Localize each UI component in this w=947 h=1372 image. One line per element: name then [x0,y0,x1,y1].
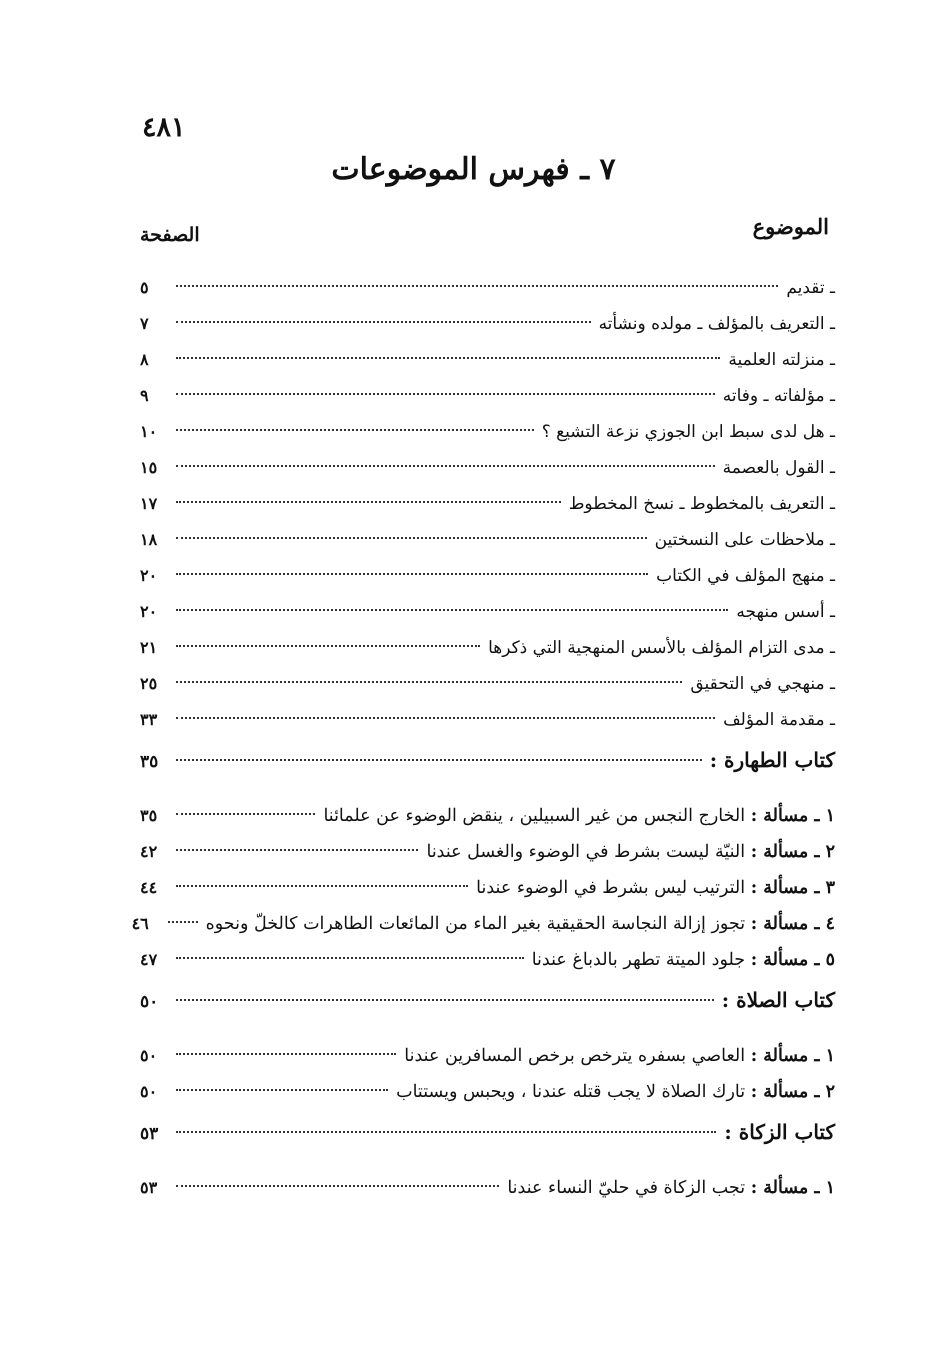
toc-entry [140,1170,835,1206]
section-title: كتاب الزكاة : [724,1120,835,1144]
entry-page: ٢٠ [140,602,158,621]
entry-text: تجوز إزالة النجاسة الحقيقية بغير الماء من المائعات الطاهرات كالخلّ ونحوه [205,914,746,934]
entry-page: ٥٣ [140,1178,158,1197]
section-page: ٣٥ [140,752,159,772]
section-heading [140,982,835,1020]
dot-leader [176,321,591,323]
entry-text: تارك الصلاة لا يجب قتله عندنا ، ويحبس ويستتاب [396,1082,746,1102]
issue-number: ٤ ـ مسألة : [750,914,835,934]
dot-leader [176,393,715,395]
entry-text: ـ مدى التزام المؤلف بالأسس المنهجية التي ذكرها [488,638,835,658]
issue-number: ٢ ـ مسألة : [750,1082,835,1102]
entry-text: العاصي بسفره يترخص برخص المسافرين عندنا [404,1046,746,1066]
topic-column-header: الموضوع [752,214,829,239]
entry-page: ٤٧ [140,950,158,969]
issue-number: ١ ـ مسألة : [750,1046,835,1066]
dot-leader [176,645,480,647]
toc-entry [140,870,835,906]
dot-leader [176,429,534,431]
toc-entry [140,558,835,594]
entry-text: الترتيب ليس بشرط في الوضوء عندنا [476,878,746,898]
entry-text: ـ التعريف بالمؤلف ـ مولده ونشأته [598,314,835,334]
entry-text: ـ هل لدى سبط ابن الجوزي نزعة التشيع ؟ [541,422,835,442]
toc-entry [140,594,835,630]
page-column-header: الصفحة [140,224,200,246]
entry-page: ٨ [140,350,149,369]
entry-text: النيّة ليست بشرط في الوضوء والغسل عندنا [426,842,746,862]
dot-leader [176,849,418,851]
entry-page: ١٨ [140,530,158,549]
section-title: كتاب الصلاة : [721,988,835,1012]
entry-text: ـ ملاحظات على النسختين [654,530,835,550]
toc-entry [140,630,835,666]
dot-leader [176,999,714,1001]
entry-page: ٢٠ [140,566,158,585]
section-heading [140,742,835,780]
entry-page: ٩ [140,386,149,405]
issue-number: ١ ـ مسألة : [750,806,835,826]
entry-text: ـ تقديم [786,278,835,298]
table-of-contents [131,270,835,1206]
entry-page: ١٧ [140,494,158,513]
dot-leader [176,465,715,467]
section-title: كتاب الطهارة : [709,748,835,772]
entry-text: ـ منزلته العلمية [728,350,835,370]
entry-page: ١٠ [140,422,158,441]
entry-page: ٤٤ [140,878,158,897]
dot-leader [176,681,682,683]
dot-leader [176,609,728,611]
toc-entry [140,306,835,342]
entry-text: ـ مقدمة المؤلف [723,710,835,730]
dot-leader [176,1053,396,1055]
dot-leader [176,957,524,959]
dot-leader [176,759,702,761]
entry-text: الخارج النجس من غير السبيلين ، ينقض الوضوء عن علمائنا [323,806,746,826]
entry-text: ـ منهج المؤلف في الكتاب [656,566,835,586]
entry-page: ٧ [140,314,149,333]
toc-entry [140,270,835,306]
dot-leader [176,813,315,815]
entry-page: ٤٦ [131,914,149,933]
entry-page: ٢١ [140,638,158,657]
dot-leader [176,1185,499,1187]
dot-leader [176,717,715,719]
entry-page: ٥ [140,278,149,297]
dot-leader [176,1131,716,1133]
issue-number: ٣ ـ مسألة : [750,878,835,898]
issue-number: ٢ ـ مسألة : [750,842,835,862]
toc-entry [140,942,835,978]
toc-entry [140,414,835,450]
section-page: ٥٣ [140,1124,159,1144]
entry-page: ١٥ [140,458,158,477]
entry-page: ٤٢ [140,842,158,861]
toc-entry [140,378,835,414]
toc-entry [140,834,835,870]
dot-leader [168,921,198,923]
toc-entry [140,666,835,702]
toc-entry [140,450,835,486]
page-title: ٧ ـ فهرس الموضوعات [331,152,616,187]
entry-text: جلود الميتة تطهر بالدباغ عندنا [531,950,746,970]
toc-entry [140,1074,835,1110]
issue-number: ١ ـ مسألة : [750,1178,835,1198]
toc-entry [140,1038,835,1074]
toc-entry [131,906,835,942]
toc-entry [140,342,835,378]
entry-page: ٥٠ [140,1082,158,1101]
entry-text: ـ أسس منهجه [736,602,835,622]
entry-page: ٣٥ [140,806,158,825]
entry-text: ـ القول بالعصمة [722,458,835,478]
page-number: ٤٨١ [142,112,186,143]
dot-leader [176,537,647,539]
section-heading [140,1114,835,1152]
dot-leader [176,285,778,287]
entry-text: ـ التعريف بالمخطوط ـ نسخ المخطوط [568,494,835,514]
entry-page: ٥٠ [140,1046,158,1065]
toc-entry [140,702,835,738]
toc-entry [140,486,835,522]
dot-leader [176,357,720,359]
dot-leader [176,885,468,887]
entry-page: ٢٥ [140,674,158,693]
entry-text: ـ مؤلفاته ـ وفاته [722,386,835,406]
section-page: ٥٠ [140,992,159,1012]
entry-text: تجب الزكاة في حليّ النساء عندنا [507,1178,746,1198]
dot-leader [176,501,561,503]
dot-leader [176,573,648,575]
toc-entry [140,798,835,834]
entry-text: ـ منهجي في التحقيق [690,674,835,694]
dot-leader [176,1089,388,1091]
issue-number: ٥ ـ مسألة : [750,950,835,970]
entry-page: ٣٣ [140,710,158,729]
toc-entry [140,522,835,558]
